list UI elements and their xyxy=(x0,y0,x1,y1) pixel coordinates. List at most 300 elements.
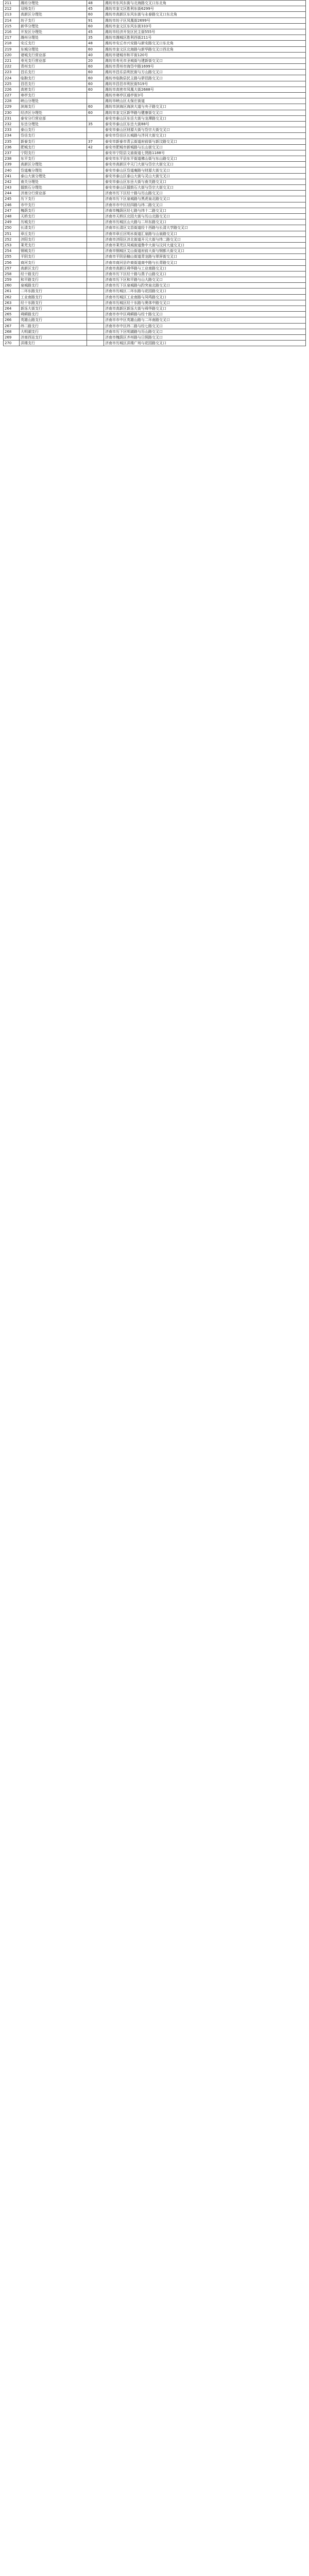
count-cell xyxy=(87,167,104,173)
branch-name-cell: 安丘支行 xyxy=(20,41,87,46)
address-cell: 济南市市中区英雄山路与二环南路交叉口 xyxy=(104,317,306,323)
address-cell: 济南市钢城区艾山街道府前大街与钢都大街交叉口 xyxy=(104,248,306,254)
address-cell: 潍坊市寿光市圣城街与建新街交叉口 xyxy=(104,58,306,63)
branch-name-cell: 英雄山路支行 xyxy=(20,317,87,323)
row-index-cell: 218 xyxy=(4,41,20,46)
branch-name-cell: 泉城路支行 xyxy=(20,283,87,289)
row-index-cell: 256 xyxy=(4,260,20,265)
row-index-cell: 245 xyxy=(4,196,20,202)
count-cell xyxy=(87,98,104,104)
branch-name-cell: 济阳支行 xyxy=(20,236,87,242)
row-index-cell: 257 xyxy=(4,265,20,271)
branch-name-cell: 经十东路支行 xyxy=(20,300,87,306)
row-index-cell: 251 xyxy=(4,231,20,236)
count-cell xyxy=(87,150,104,156)
address-cell: 泰安市泰山区擂鼓石大街与岱宗大街交叉口 xyxy=(104,185,306,191)
row-index-cell: 221 xyxy=(4,58,20,63)
table-row xyxy=(4,52,306,58)
branch-name-cell: 和平路支行 xyxy=(20,277,87,283)
row-index-cell: 262 xyxy=(4,294,20,300)
branch-name-cell: 昌邑支行 xyxy=(20,81,87,87)
count-cell: 42 xyxy=(87,144,104,150)
address-cell: 泰安市宁阳县文庙街道七贤路1188号 xyxy=(104,150,306,156)
count-cell: 60 xyxy=(87,23,104,29)
branch-name-cell: 岱道庵分理处 xyxy=(20,167,87,173)
table-row xyxy=(4,81,306,87)
row-index-cell: 260 xyxy=(4,283,20,289)
branch-name-cell: 诸城支行营业部 xyxy=(20,52,87,58)
count-cell xyxy=(87,300,104,306)
branch-name-cell: 潍州分理处 xyxy=(20,35,87,41)
row-index-cell: 252 xyxy=(4,236,20,242)
address-cell: 济南市历下区泉城路与黑虎泉北路交叉口 xyxy=(104,196,306,202)
table-row xyxy=(4,323,306,329)
table-row xyxy=(4,41,306,46)
table-row xyxy=(4,225,306,231)
branch-name-cell: 东平支行 xyxy=(20,156,87,162)
row-index-cell: 225 xyxy=(4,81,20,87)
table-row xyxy=(4,242,306,248)
count-cell xyxy=(87,242,104,248)
address-cell: 潍坊市坊子区凤凰街2699号 xyxy=(104,18,306,23)
count-cell: 60 xyxy=(87,12,104,18)
branch-name-cell: 宁阳支行 xyxy=(20,150,87,156)
address-cell: 潍坊市奎文区新华路与健康街交叉口 xyxy=(104,110,306,115)
row-index-cell: 269 xyxy=(4,334,20,340)
count-cell: 91 xyxy=(87,18,104,23)
branch-name-cell: 纬二路支行 xyxy=(20,323,87,329)
branch-name-cell: 双杨支行 xyxy=(20,6,87,12)
row-index-cell: 229 xyxy=(4,104,20,110)
address-cell: 济南市章丘区明水街道汇泉路与山泉路交叉口 xyxy=(104,231,306,236)
table-row xyxy=(4,93,306,98)
address-cell: 泰安市东平县东平街道佛山街与东山路交叉口 xyxy=(104,156,306,162)
address-cell: 潍坊市安丘市兴安路与新安路交叉口东北角 xyxy=(104,41,306,46)
row-index-cell: 212 xyxy=(4,6,20,12)
count-cell xyxy=(87,334,104,340)
branch-name-cell: 泰山支行 xyxy=(20,127,87,133)
table-row xyxy=(4,104,306,110)
count-cell xyxy=(87,312,104,317)
row-index-cell: 242 xyxy=(4,179,20,184)
branch-name-cell: 新华分理处 xyxy=(20,23,87,29)
table-row xyxy=(4,283,306,289)
address-cell: 潍坊市奎文区北海路与新华路交叉口西北角 xyxy=(104,46,306,52)
table-row xyxy=(4,254,306,260)
count-cell: 60 xyxy=(87,87,104,92)
address-cell: 济南市历城区山大路与二环东路交叉口 xyxy=(104,219,306,225)
address-cell: 潍坊市潍城区胜利西街211号 xyxy=(104,35,306,41)
row-index-cell: 248 xyxy=(4,213,20,219)
address-cell: 泰安市泰山区东岳大街与南关路交叉口 xyxy=(104,179,306,184)
branch-name-cell: 章丘支行 xyxy=(20,231,87,236)
row-index-cell: 211 xyxy=(4,1,20,6)
branch-name-cell: 高新区分理处 xyxy=(20,162,87,167)
address-cell: 济南市槐荫区齐州路与日照路交叉口 xyxy=(104,334,306,340)
table-row xyxy=(4,248,306,254)
count-cell xyxy=(87,133,104,139)
branch-name-cell: 经济区分理处 xyxy=(20,110,87,115)
branch-name-cell: 高新区支行 xyxy=(20,265,87,271)
address-cell: 济南市市中区纬二路与经七路交叉口 xyxy=(104,323,306,329)
table-row xyxy=(4,121,306,127)
table-row xyxy=(4,185,306,191)
row-index-cell: 266 xyxy=(4,317,20,323)
count-cell: 60 xyxy=(87,64,104,70)
count-cell: 40 xyxy=(87,52,104,58)
row-index-cell: 261 xyxy=(4,289,20,294)
row-index-cell: 230 xyxy=(4,110,20,115)
row-index-cell: 254 xyxy=(4,248,20,254)
address-cell: 济南市历下区经十路与燕子山路交叉口 xyxy=(104,271,306,277)
address-cell: 潍坊市寒亭区通亭街3号 xyxy=(104,93,306,98)
count-cell xyxy=(87,289,104,294)
address-cell: 济南市市中区舜耕路与经十路交叉口 xyxy=(104,312,306,317)
count-cell: 48 xyxy=(87,1,104,6)
count-cell: 60 xyxy=(87,110,104,115)
branch-name-cell: 潍坊分理处 xyxy=(20,1,87,6)
table-row xyxy=(4,289,306,294)
table-row xyxy=(4,317,306,323)
row-index-cell: 258 xyxy=(4,271,20,277)
address-cell: 济南市高新区新泺大街与舜华路交叉口 xyxy=(104,306,306,311)
address-cell: 济南市历城区工业南路与凤鸣路交叉口 xyxy=(104,294,306,300)
row-index-cell: 267 xyxy=(4,323,20,329)
branch-name-cell: 工业南路支行 xyxy=(20,294,87,300)
row-index-cell: 265 xyxy=(4,312,20,317)
address-cell: 泰安市泰山区东岳大街与龙潭路交叉口 xyxy=(104,115,306,121)
row-index-cell: 250 xyxy=(4,225,20,231)
address-cell: 潍坊市经济开发区民主街555号 xyxy=(104,29,306,35)
row-index-cell: 259 xyxy=(4,277,20,283)
branch-name-cell: 历城支行 xyxy=(20,219,87,225)
count-cell xyxy=(87,219,104,225)
row-index-cell: 224 xyxy=(4,75,20,81)
count-cell xyxy=(87,93,104,98)
branch-name-cell: 泰山大街分理处 xyxy=(20,173,87,179)
branch-name-cell: 平阴支行 xyxy=(20,254,87,260)
table-row xyxy=(4,179,306,184)
count-cell xyxy=(87,127,104,133)
table-row xyxy=(4,277,306,283)
row-index-cell: 223 xyxy=(4,70,20,75)
table-row xyxy=(4,12,306,18)
table-row xyxy=(4,98,306,104)
address-cell: 潍坊市临朐县民主路与骈邑路交叉口 xyxy=(104,75,306,81)
table-row xyxy=(4,64,306,70)
branch-name-cell: 市中支行 xyxy=(20,202,87,208)
count-cell xyxy=(87,179,104,184)
row-index-cell: 216 xyxy=(4,29,20,35)
row-index-cell: 217 xyxy=(4,35,20,41)
branch-name-cell: 高新区分理处 xyxy=(20,12,87,18)
table-row xyxy=(4,265,306,271)
table-row xyxy=(4,294,306,300)
count-cell: 60 xyxy=(87,46,104,52)
table-row xyxy=(4,58,306,63)
address-cell: 泰安市岱岳区长城路与泮河大街交叉口 xyxy=(104,133,306,139)
address-cell: 济南市长清区文昌街道经十西路与长清大学路交叉口 xyxy=(104,225,306,231)
address-cell: 潍坊市昌乐县利民街与方山路交叉口 xyxy=(104,70,306,75)
count-cell xyxy=(87,283,104,289)
table-row xyxy=(4,300,306,306)
table-row xyxy=(4,162,306,167)
branch-name-cell: 商河支行 xyxy=(20,260,87,265)
table-row xyxy=(4,167,306,173)
table-row xyxy=(4,70,306,75)
branch-name-cell: 擂鼓石分理处 xyxy=(20,185,87,191)
branch-name-cell: 泰安分行营业部 xyxy=(20,115,87,121)
count-cell xyxy=(87,341,104,346)
row-index-cell: 237 xyxy=(4,150,20,156)
count-cell: 35 xyxy=(87,35,104,41)
count-cell: 60 xyxy=(87,81,104,87)
branch-name-cell: 临朐支行 xyxy=(20,75,87,81)
branch-name-cell: 东城分理处 xyxy=(20,46,87,52)
table-row xyxy=(4,127,306,133)
table-row xyxy=(4,334,306,340)
table-row xyxy=(4,115,306,121)
branch-name-cell: 大明湖支行 xyxy=(20,329,87,334)
branch-name-cell: 青州支行 xyxy=(20,64,87,70)
address-cell: 潍坊市奎文区胜利东街6299号 xyxy=(104,6,306,12)
count-cell xyxy=(87,156,104,162)
address-cell: 济南市历下区明湖路与历山路交叉口 xyxy=(104,329,306,334)
branch-name-cell: 槐荫支行 xyxy=(20,208,87,213)
row-index-cell: 236 xyxy=(4,144,20,150)
row-index-cell: 247 xyxy=(4,208,20,213)
table-row xyxy=(4,46,306,52)
branch-name-cell: 滨海支行 xyxy=(20,104,87,110)
table-row xyxy=(4,306,306,311)
address-cell: 泰安市肥城市新城路与长山街交叉口 xyxy=(104,144,306,150)
table-row xyxy=(4,219,306,225)
row-index-cell: 239 xyxy=(4,162,20,167)
address-cell: 泰安市泰山区东岳大街88号 xyxy=(104,121,306,127)
branch-name-cell: 天桥支行 xyxy=(20,213,87,219)
table-row xyxy=(4,196,306,202)
branch-name-cell: 岱岳支行 xyxy=(20,133,87,139)
count-cell xyxy=(87,271,104,277)
table-row xyxy=(4,139,306,144)
count-cell xyxy=(87,202,104,208)
branch-name-cell: 肥城支行 xyxy=(20,144,87,150)
table-row xyxy=(4,260,306,265)
branch-name-cell: 新泰支行 xyxy=(20,139,87,144)
branch-name-cell: 济南分行营业部 xyxy=(20,191,87,196)
address-cell: 济南市平阴县榆山街道青龙路与翠屏街交叉口 xyxy=(104,254,306,260)
row-index-cell: 235 xyxy=(4,139,20,144)
address-cell: 济南市济阳区济北街道开元大街与纬二路交叉口 xyxy=(104,236,306,242)
row-index-cell: 227 xyxy=(4,93,20,98)
address-cell: 济南市历城区经十东路与奥体中路交叉口 xyxy=(104,300,306,306)
table-row xyxy=(4,156,306,162)
row-index-cell: 255 xyxy=(4,254,20,260)
count-cell: 45 xyxy=(87,29,104,35)
branch-name-cell: 新泺大街支行 xyxy=(20,306,87,311)
address-cell: 潍坊市高密市凤凰大街2688号 xyxy=(104,87,306,92)
table-row xyxy=(4,29,306,35)
address-cell: 济南市历下区泉城路与趵突泉北路交叉口 xyxy=(104,283,306,289)
table-row xyxy=(4,191,306,196)
count-cell xyxy=(87,191,104,196)
count-cell xyxy=(87,306,104,311)
address-cell: 潍坊市诸城市和平街120号 xyxy=(104,52,306,58)
row-index-cell: 244 xyxy=(4,191,20,196)
row-index-cell: 228 xyxy=(4,98,20,104)
row-index-cell: 268 xyxy=(4,329,20,334)
count-cell: 60 xyxy=(87,70,104,75)
branch-name-cell: 东岳分理处 xyxy=(20,121,87,127)
row-index-cell: 270 xyxy=(4,341,20,346)
address-cell: 泰安市泰山区财源大街与岱宗大街交叉口 xyxy=(104,127,306,133)
address-cell: 泰安市高新区中天门大街与岱宗大街交叉口 xyxy=(104,162,306,167)
table-row xyxy=(4,231,306,236)
count-cell xyxy=(87,173,104,179)
address-cell: 泰安市泰山区泰山大街与灵山大街交叉口 xyxy=(104,173,306,179)
table-row xyxy=(4,341,306,346)
count-cell xyxy=(87,329,104,334)
row-index-cell: 219 xyxy=(4,46,20,52)
address-cell: 济南市市中区经四路与纬二路交叉口 xyxy=(104,202,306,208)
table-row xyxy=(4,133,306,139)
branch-name-cell: 寒亭支行 xyxy=(20,93,87,98)
table-row xyxy=(4,1,306,6)
row-index-cell: 220 xyxy=(4,52,20,58)
count-cell: 60 xyxy=(87,75,104,81)
address-cell: 济南市莱芜区凤城街道鲁中大街与汶河大道交叉口 xyxy=(104,242,306,248)
row-index-cell: 246 xyxy=(4,202,20,208)
row-index-cell: 214 xyxy=(4,18,20,23)
table-row xyxy=(4,202,306,208)
table-row xyxy=(4,110,306,115)
branch-name-cell: 寿光支行营业部 xyxy=(20,58,87,63)
branch-name-cell: 济南西站支行 xyxy=(20,334,87,340)
row-index-cell: 240 xyxy=(4,167,20,173)
count-cell xyxy=(87,265,104,271)
branch-name-cell: 长清支行 xyxy=(20,225,87,231)
address-cell: 潍坊市昌邑市利民街519号 xyxy=(104,81,306,87)
table-row xyxy=(4,144,306,150)
branch-name-cell: 坊子支行 xyxy=(20,18,87,23)
branch-name-cell: 历下支行 xyxy=(20,196,87,202)
address-cell: 济南市历城区洪楼广场与花园路交叉口 xyxy=(104,341,306,346)
count-cell xyxy=(87,115,104,121)
table-row xyxy=(4,312,306,317)
count-cell xyxy=(87,208,104,213)
row-index-cell: 263 xyxy=(4,300,20,306)
address-cell: 济南市天桥区北园大街与历山北路交叉口 xyxy=(104,213,306,219)
table-row xyxy=(4,271,306,277)
branch-name-cell: 二环东路支行 xyxy=(20,289,87,294)
count-cell xyxy=(87,213,104,219)
count-cell xyxy=(87,231,104,236)
row-index-cell: 243 xyxy=(4,185,20,191)
row-index-cell: 231 xyxy=(4,115,20,121)
address-cell: 潍坊市峡山区太保庄街道 xyxy=(104,98,306,104)
row-index-cell: 249 xyxy=(4,219,20,225)
branch-name-cell: 钢城支行 xyxy=(20,248,87,254)
branch-name-cell: 昌乐支行 xyxy=(20,70,87,75)
branch-name-cell: 经十路支行 xyxy=(20,271,87,277)
address-cell: 潍坊市高新区东风东街与永春路交叉口东北角 xyxy=(104,12,306,18)
branch-table xyxy=(3,0,306,346)
table-row xyxy=(4,236,306,242)
address-cell: 潍坊市奎文区东风东街333号 xyxy=(104,23,306,29)
count-cell xyxy=(87,236,104,242)
table-row xyxy=(4,329,306,334)
count-cell xyxy=(87,185,104,191)
count-cell xyxy=(87,294,104,300)
address-cell: 济南市高新区舜华路与工业南路交叉口 xyxy=(104,265,306,271)
count-cell xyxy=(87,260,104,265)
row-index-cell: 215 xyxy=(4,23,20,29)
address-cell: 泰安市新泰市青云街道府前街与新汶路交叉口 xyxy=(104,139,306,144)
count-cell: 20 xyxy=(87,58,104,63)
row-index-cell: 241 xyxy=(4,173,20,179)
table-row xyxy=(4,18,306,23)
row-index-cell: 226 xyxy=(4,87,20,92)
branch-name-cell: 高密支行 xyxy=(20,87,87,92)
table-row xyxy=(4,87,306,92)
branch-name-cell: 洪楼支行 xyxy=(20,341,87,346)
address-cell: 潍坊市东风东街与北海路交叉口东北角 xyxy=(104,1,306,6)
address-cell: 济南市历下区和平路与山大路交叉口 xyxy=(104,277,306,283)
row-index-cell: 234 xyxy=(4,133,20,139)
row-index-cell: 222 xyxy=(4,64,20,70)
count-cell xyxy=(87,162,104,167)
branch-name-cell: 峡山分理处 xyxy=(20,98,87,104)
address-cell: 潍坊市滨海区海滨大道与央子路交叉口 xyxy=(104,104,306,110)
address-cell: 济南市历下区经十路与历山路交叉口 xyxy=(104,191,306,196)
count-cell xyxy=(87,225,104,231)
address-cell: 济南市槐荫区经七路与纬十二路交叉口 xyxy=(104,208,306,213)
count-cell xyxy=(87,248,104,254)
table-row xyxy=(4,23,306,29)
count-cell xyxy=(87,196,104,202)
address-cell: 济南市商河县许商街道商中路与长青路交叉口 xyxy=(104,260,306,265)
address-cell: 潍坊市青州市海岱中路1699号 xyxy=(104,64,306,70)
row-index-cell: 264 xyxy=(4,306,20,311)
branch-name-cell: 开发区分理处 xyxy=(20,29,87,35)
count-cell: 35 xyxy=(87,121,104,127)
table-row xyxy=(4,213,306,219)
row-index-cell: 238 xyxy=(4,156,20,162)
row-index-cell: 213 xyxy=(4,12,20,18)
table-row xyxy=(4,150,306,156)
count-cell xyxy=(87,254,104,260)
row-index-cell: 233 xyxy=(4,127,20,133)
table-row xyxy=(4,173,306,179)
branch-name-cell: 舜耕路支行 xyxy=(20,312,87,317)
count-cell xyxy=(87,317,104,323)
row-index-cell: 232 xyxy=(4,121,20,127)
address-cell: 泰安市泰山区岱道庵路与财源大街交叉口 xyxy=(104,167,306,173)
branch-name-cell: 莱芜支行 xyxy=(20,242,87,248)
count-cell xyxy=(87,277,104,283)
count-cell: 37 xyxy=(87,139,104,144)
table-row xyxy=(4,6,306,12)
branch-name-cell: 南关分理处 xyxy=(20,179,87,184)
address-cell: 济南市历城区二环东路与花园路交叉口 xyxy=(104,289,306,294)
count-cell: 48 xyxy=(87,41,104,46)
row-index-cell: 253 xyxy=(4,242,20,248)
count-cell xyxy=(87,323,104,329)
count-cell: 60 xyxy=(87,104,104,110)
table-row xyxy=(4,208,306,213)
table-row xyxy=(4,35,306,41)
count-cell: 45 xyxy=(87,6,104,12)
